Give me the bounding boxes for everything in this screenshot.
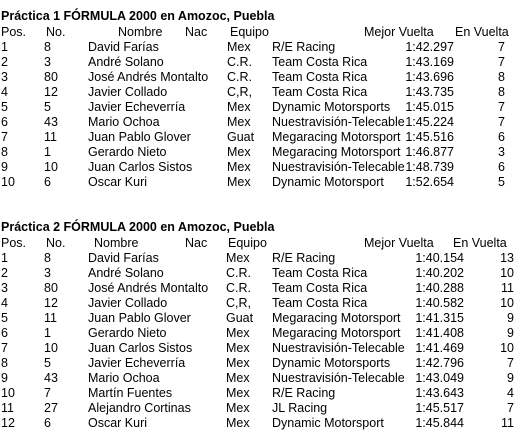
nationality-cell: Mex	[227, 175, 251, 189]
table-row	[0, 356, 522, 371]
team-cell: Nuestravisión-Telecable	[272, 115, 405, 129]
nationality-cell: Mex	[226, 326, 250, 340]
nationality-cell: Mex	[226, 371, 250, 385]
lap-number-cell: 11	[501, 281, 514, 295]
table-row	[0, 401, 522, 416]
lap-number-cell: 3	[498, 145, 505, 159]
team-cell: JL Racing	[272, 401, 328, 415]
lap-number-cell: 4	[507, 386, 514, 400]
best-lap-cell: 1:43.643	[415, 386, 464, 400]
driver-name-cell: Juan Pablo Glover	[88, 311, 191, 325]
team-cell: R/E Racing	[272, 386, 336, 400]
lap-number-cell: 7	[498, 115, 505, 129]
table-row	[0, 311, 522, 326]
car-number-cell: 6	[44, 416, 51, 430]
team-cell: Nuestravisión-Telecable	[272, 371, 405, 385]
pos-cell: 6	[1, 326, 8, 340]
table-row	[0, 40, 522, 55]
nationality-cell: Mex	[227, 160, 251, 174]
lap-number-cell: 5	[498, 175, 505, 189]
nationality-cell: Guat	[226, 311, 254, 325]
nationality-cell: Mex	[227, 40, 251, 54]
pos-cell: 4	[1, 85, 8, 99]
nationality-cell: C.R.	[226, 281, 251, 295]
pos-cell: 11	[1, 401, 14, 415]
header-en-vuelta: En Vuelta	[455, 25, 509, 39]
driver-name-cell: Javier Echeverría	[88, 356, 186, 370]
header-pos: Pos.	[1, 25, 27, 39]
driver-name-cell: Javier Collado	[88, 85, 168, 99]
pos-cell: 3	[1, 70, 8, 84]
car-number-cell: 11	[44, 311, 57, 325]
pos-cell: 9	[1, 160, 8, 174]
lap-number-cell: 7	[507, 356, 514, 370]
team-cell: Dynamic Motorsports	[272, 100, 391, 114]
pos-cell: 5	[1, 100, 8, 114]
nationality-cell: C.R.	[226, 266, 251, 280]
best-lap-cell: 1:41.315	[415, 311, 464, 325]
best-lap-cell: 1:42.297	[405, 40, 454, 54]
best-lap-cell: 1:41.469	[415, 341, 464, 355]
driver-name-cell: Javier Collado	[88, 296, 168, 310]
team-cell: Megaracing Motorsport	[272, 326, 401, 340]
team-cell: Team Costa Rica	[272, 70, 368, 84]
car-number-cell: 1	[44, 326, 51, 340]
lap-number-cell: 8	[498, 85, 505, 99]
lap-number-cell: 8	[498, 70, 505, 84]
team-cell: Dynamic Motorsport	[272, 175, 384, 189]
driver-name-cell: Juan Pablo Glover	[88, 130, 191, 144]
nationality-cell: Mex	[227, 100, 251, 114]
driver-name-cell: Mario Ochoa	[88, 371, 160, 385]
table-row	[0, 416, 522, 431]
driver-name-cell: David Farías	[88, 40, 159, 54]
best-lap-cell: 1:41.408	[415, 326, 464, 340]
pos-cell: 12	[1, 416, 15, 430]
lap-number-cell: 7	[498, 100, 505, 114]
lap-number-cell: 6	[498, 160, 505, 174]
header-nombre: Nombre	[118, 25, 163, 39]
car-number-cell: 1	[44, 145, 51, 159]
table-row	[0, 160, 522, 175]
car-number-cell: 5	[44, 100, 51, 114]
car-number-cell: 80	[44, 70, 58, 84]
best-lap-cell: 1:52.654	[405, 175, 454, 189]
pos-cell: 1	[1, 40, 8, 54]
car-number-cell: 8	[44, 40, 51, 54]
nationality-cell: Mex	[226, 251, 250, 265]
best-lap-cell: 1:46.877	[405, 145, 454, 159]
header-no: No.	[46, 25, 66, 39]
car-number-cell: 12	[44, 85, 58, 99]
nationality-cell: Mex	[226, 341, 250, 355]
car-number-cell: 10	[44, 160, 58, 174]
header-mejor-vuelta: Mejor Vuelta	[364, 25, 434, 39]
best-lap-cell: 1:48.739	[405, 160, 454, 174]
lap-number-cell: 9	[507, 371, 514, 385]
header-equipo: Equipo	[230, 25, 269, 39]
driver-name-cell: Juan Carlos Sistos	[88, 341, 193, 355]
column-headers	[0, 236, 522, 251]
header-pos: Pos.	[1, 236, 27, 250]
driver-name-cell: Gerardo Nieto	[88, 145, 167, 159]
team-cell: Dynamic Motorsport	[272, 416, 384, 430]
pos-cell: 8	[1, 145, 8, 159]
pos-cell: 10	[1, 175, 15, 189]
car-number-cell: 11	[44, 130, 57, 144]
driver-name-cell: Alejandro Cortinas	[88, 401, 191, 415]
lap-number-cell: 9	[507, 311, 514, 325]
driver-name-cell: Gerardo Nieto	[88, 326, 167, 340]
team-cell: Team Costa Rica	[272, 55, 368, 69]
team-cell: Team Costa Rica	[272, 296, 368, 310]
lap-number-cell: 10	[500, 266, 514, 280]
header-nac: Nac	[185, 25, 208, 39]
team-cell: Megaracing Motorsport	[272, 130, 401, 144]
nationality-cell: Mex	[227, 145, 251, 159]
team-cell: Team Costa Rica	[272, 281, 368, 295]
team-cell: Megaracing Motorsport	[272, 145, 401, 159]
car-number-cell: 3	[44, 266, 51, 280]
table-row	[0, 115, 522, 130]
pos-cell: 8	[1, 356, 8, 370]
nationality-cell: Mex	[227, 115, 251, 129]
lap-number-cell: 7	[498, 55, 505, 69]
driver-name-cell: Oscar Kuri	[88, 175, 148, 189]
team-cell: Team Costa Rica	[272, 85, 368, 99]
car-number-cell: 27	[44, 401, 58, 415]
team-cell: R/E Racing	[272, 40, 336, 54]
table-row	[0, 175, 522, 190]
nationality-cell: C.R.	[227, 70, 252, 84]
lap-number-cell: 7	[498, 40, 505, 54]
lap-number-cell: 7	[507, 401, 514, 415]
pos-cell: 3	[1, 281, 8, 295]
team-cell: Megaracing Motorsport	[272, 311, 401, 325]
nationality-cell: Mex	[226, 416, 250, 430]
car-number-cell: 10	[44, 341, 58, 355]
car-number-cell: 7	[44, 386, 51, 400]
table-row	[0, 371, 522, 386]
driver-name-cell: José Andrés Montalto	[88, 70, 209, 84]
lap-number-cell: 13	[500, 251, 514, 265]
lap-number-cell: 9	[507, 326, 514, 340]
lap-number-cell: 10	[500, 296, 514, 310]
table-row	[0, 70, 522, 85]
car-number-cell: 43	[44, 115, 58, 129]
car-number-cell: 5	[44, 356, 51, 370]
team-cell: Team Costa Rica	[272, 266, 368, 280]
nationality-cell: Guat	[227, 130, 255, 144]
car-number-cell: 12	[44, 296, 58, 310]
header-en-vuelta: En Vuelta	[453, 236, 507, 250]
lap-number-cell: 11	[501, 416, 514, 430]
best-lap-cell: 1:45.844	[415, 416, 464, 430]
car-number-cell: 43	[44, 371, 58, 385]
pos-cell: 9	[1, 371, 8, 385]
best-lap-cell: 1:42.796	[415, 356, 464, 370]
team-cell: Dynamic Motorsports	[272, 356, 391, 370]
nationality-cell: Mex	[226, 386, 250, 400]
header-no: No.	[46, 236, 66, 250]
driver-name-cell: André Solano	[88, 55, 164, 69]
driver-name-cell: Javier Echeverría	[88, 100, 186, 114]
car-number-cell: 6	[44, 175, 51, 189]
header-nombre: Nombre	[94, 236, 139, 250]
column-headers	[0, 25, 522, 40]
session-title: Práctica 2 FÓRMULA 2000 en Amozoc, Puebla	[1, 220, 275, 234]
nationality-cell: C,R,	[226, 296, 251, 310]
nationality-cell: Mex	[226, 401, 250, 415]
team-cell: Nuestravisión-Telecable	[272, 341, 405, 355]
table-row	[0, 85, 522, 100]
driver-name-cell: Juan Carlos Sistos	[88, 160, 193, 174]
driver-name-cell: José Andrés Montalto	[88, 281, 209, 295]
driver-name-cell: Martín Fuentes	[88, 386, 173, 400]
best-lap-cell: 1:40.288	[415, 281, 464, 295]
best-lap-cell: 1:45.516	[405, 130, 454, 144]
lap-number-cell: 6	[498, 130, 505, 144]
table-row	[0, 145, 522, 160]
nationality-cell: Mex	[226, 356, 250, 370]
team-cell: R/E Racing	[272, 251, 336, 265]
table-row	[0, 281, 522, 296]
header-equipo: Equipo	[228, 236, 267, 250]
pos-cell: 5	[1, 311, 8, 325]
best-lap-cell: 1:40.202	[415, 266, 464, 280]
session-title: Práctica 1 FÓRMULA 2000 en Amozoc, Puebla	[1, 9, 275, 23]
best-lap-cell: 1:43.049	[415, 371, 464, 385]
table-row	[0, 266, 522, 281]
driver-name-cell: Mario Ochoa	[88, 115, 160, 129]
pos-cell: 2	[1, 266, 8, 280]
best-lap-cell: 1:45.224	[405, 115, 454, 129]
table-row	[0, 341, 522, 356]
pos-cell: 7	[1, 130, 8, 144]
car-number-cell: 3	[44, 55, 51, 69]
pos-cell: 2	[1, 55, 8, 69]
table-row	[0, 296, 522, 311]
pos-cell: 1	[1, 251, 8, 265]
best-lap-cell: 1:45.517	[415, 401, 464, 415]
table-row	[0, 100, 522, 115]
pos-cell: 7	[1, 341, 8, 355]
car-number-cell: 80	[44, 281, 58, 295]
best-lap-cell: 1:40.154	[415, 251, 464, 265]
car-number-cell: 8	[44, 251, 51, 265]
pos-cell: 10	[1, 386, 15, 400]
best-lap-cell: 1:43.169	[405, 55, 454, 69]
table-row	[0, 130, 522, 145]
best-lap-cell: 1:40.582	[415, 296, 464, 310]
table-row	[0, 386, 522, 401]
table-row	[0, 326, 522, 341]
best-lap-cell: 1:43.735	[405, 85, 454, 99]
lap-number-cell: 10	[500, 341, 514, 355]
best-lap-cell: 1:45.015	[405, 100, 454, 114]
pos-cell: 6	[1, 115, 8, 129]
driver-name-cell: André Solano	[88, 266, 164, 280]
table-row	[0, 251, 522, 266]
header-nac: Nac	[185, 236, 208, 250]
nationality-cell: C,R,	[227, 85, 252, 99]
team-cell: Nuestravisión-Telecable	[272, 160, 405, 174]
driver-name-cell: Oscar Kuri	[88, 416, 148, 430]
header-mejor-vuelta: Mejor Vuelta	[364, 236, 434, 250]
pos-cell: 4	[1, 296, 8, 310]
nationality-cell: C.R.	[227, 55, 252, 69]
table-row	[0, 55, 522, 70]
best-lap-cell: 1:43.696	[405, 70, 454, 84]
driver-name-cell: David Farías	[88, 251, 159, 265]
